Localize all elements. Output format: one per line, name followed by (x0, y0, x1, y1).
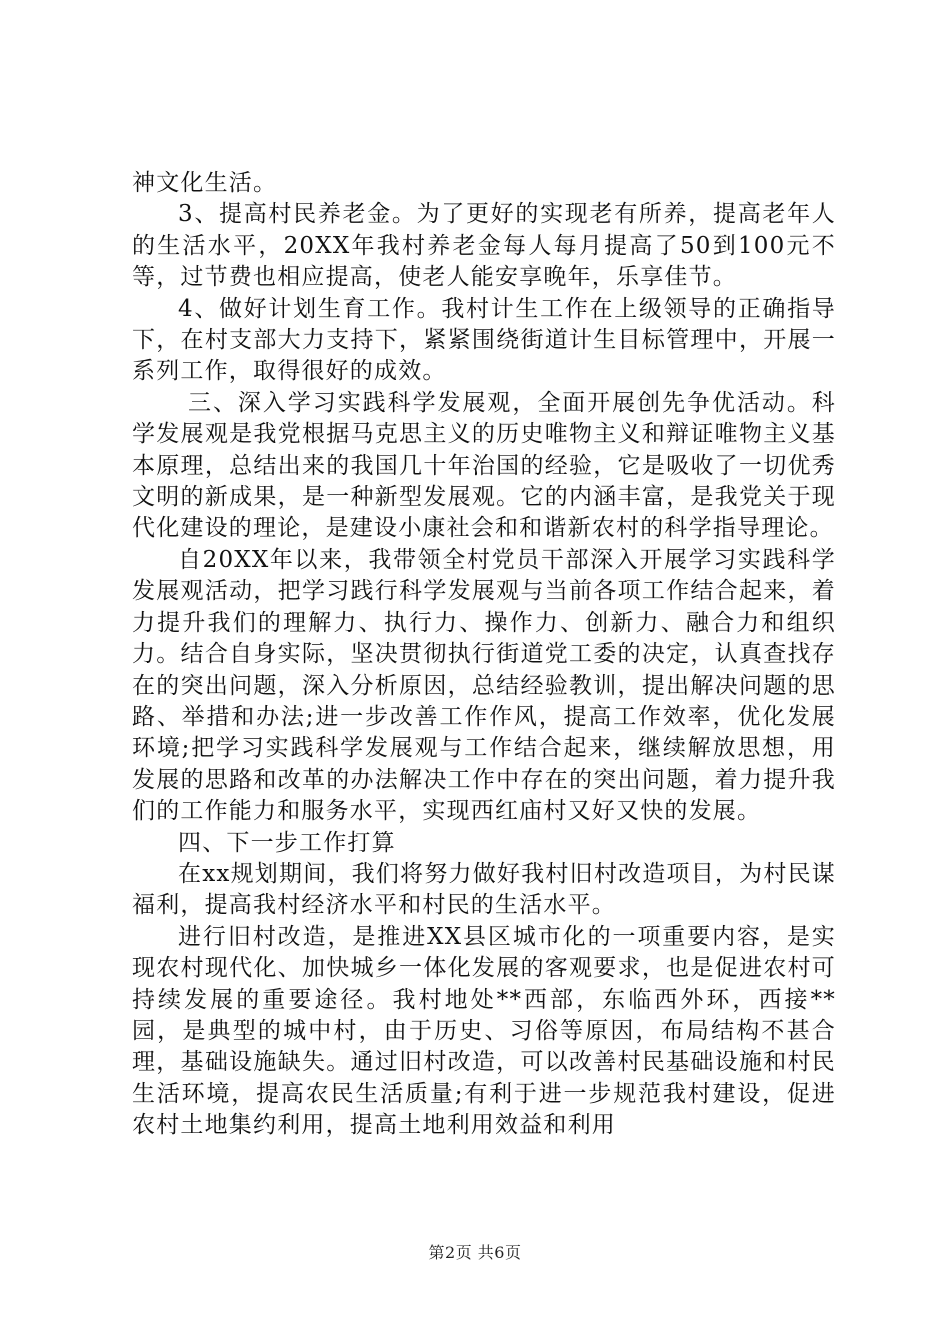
section-heading-4: 四、下一步工作打算 (178, 829, 396, 856)
page-number-footer: 第2页 共6页 (428, 1243, 522, 1262)
paragraph-2: 3、提高村民养老金。为了更好的实现老有所养，提高老年人的生活水平，20XX年我村养老金每人每月提高了50到100元不等，过节费也相应提高，使老人能安享晚年，乐享佳节。 (132, 201, 836, 291)
paragraph-8: 进行旧村改造，是推进XX县区城市化的一项重要内容，是实现农村现代化、加快城乡一体化发展的客观要求，也是促进农村可持续发展的重要途径。我村地处**西部，东临西外环，西接**园，是典型的城中村，由于历史、习俗等原因，布局结构不甚合理，基础设施缺失。通过旧村改造，可以改善村民基础设施和村民生活环境，提高农民生活质量;有利于进一步规范我村建设，促进农村土地集约利用，提高土地利用效益和利用 (132, 923, 836, 1139)
section-heading-3: 三、深入学习实践科学发展观，全面开展创先争优活动。科学发展观是我党根据马克思主义的历史唯物主义和辩证唯物主义基本原理，总结出来的我国几十年治国的经验，它是吸收了一切优秀文明的新成果，是一种新型发展观。它的内涵丰富，是我党关于现代化建设的理论，是建设小康社会和和谐新农村的科学指导理论。 (132, 389, 836, 542)
paragraph-5: 自20XX年以来，我带领全村党员干部深入开展学习实践科学发展观活动，把学习践行科学发展观与当前各项工作结合起来，着力提升我们的理解力、执行力、操作力、创新力、融合力和组织力。结合自身实际，坚决贯彻执行街道党工委的决定，认真查找存在的突出问题，深入分析原因，总结经验教训，提出解决问题的思路、举措和办法;进一步改善工作作风，提高工作效率，优化发展环境;把学习实践科学发展观与工作结合起来，继续解放思想，用发展的思路和改革的办法解决工作中存在的突出问题，着力提升我们的工作能力和服务水平，实现西红庙村又好又快的发展。 (132, 546, 836, 825)
document-body (132, 168, 836, 1142)
paragraph-1: 神文化生活。 (132, 170, 278, 196)
paragraph-3: 4、做好计划生育工作。我村计生工作在上级领导的正确指导下，在村支部大力支持下，紧紧围绕街道计生目标管理中，开展一系列工作，取得很好的成效。 (132, 295, 836, 385)
paragraph-7: 在xx规划期间，我们将努力做好我村旧村改造项目，为村民谋福利，提高我村经济水平和村民的生活水平。 (132, 860, 836, 919)
